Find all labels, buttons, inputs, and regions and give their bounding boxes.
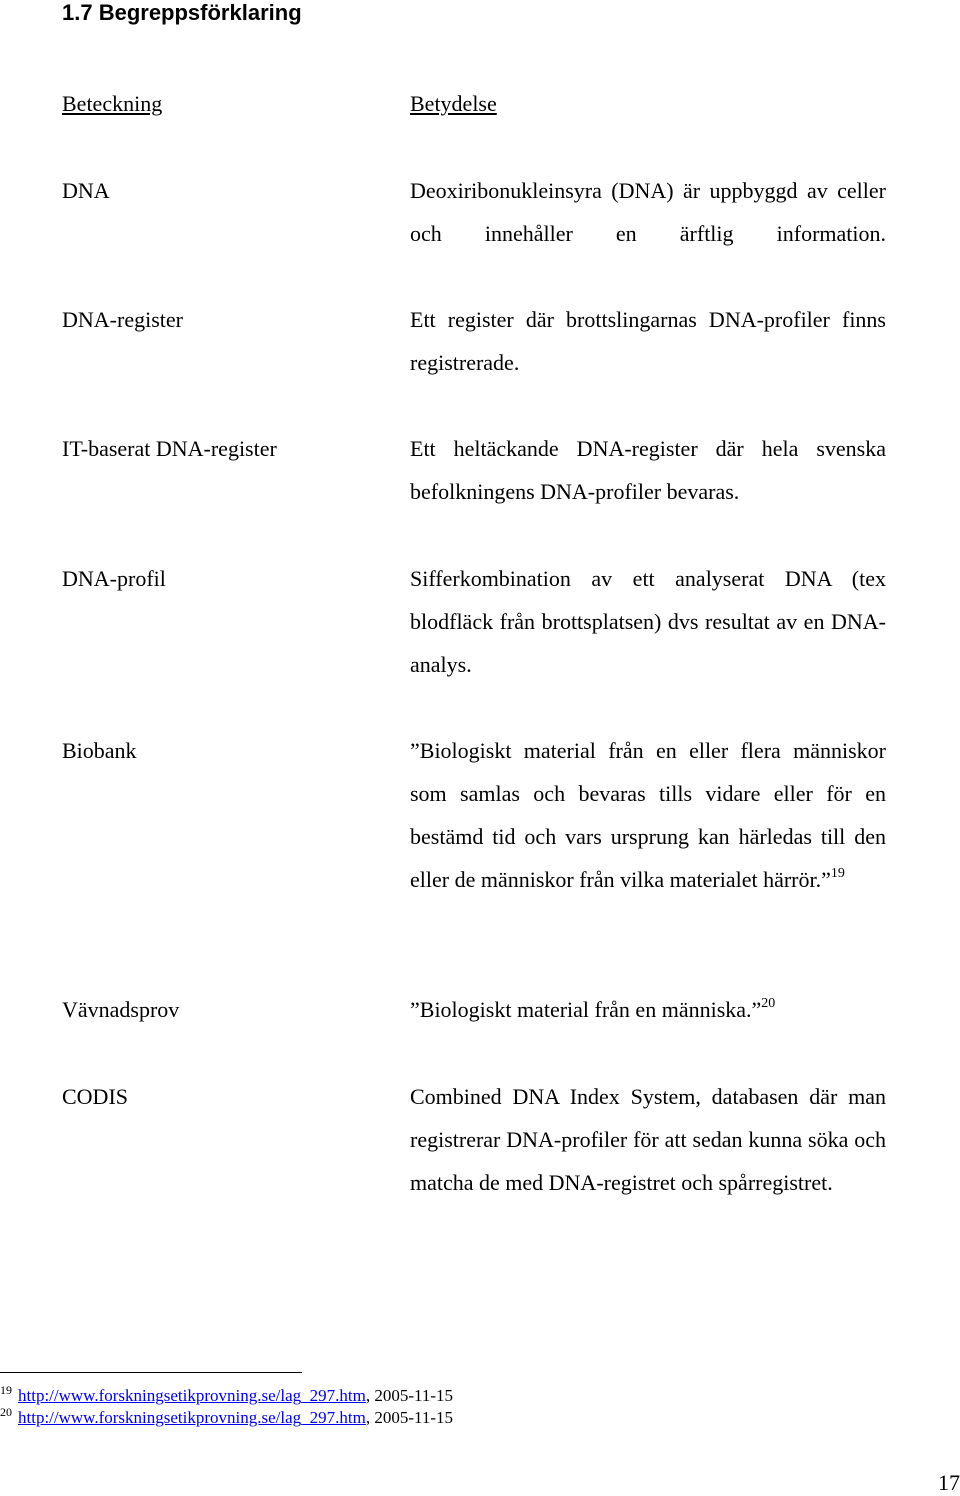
term-dna-profil: DNA-profil <box>62 566 166 591</box>
term-vavnadsprov: Vävnadsprov <box>62 997 180 1022</box>
definition-dna <box>410 169 886 255</box>
footnote-number: 20 <box>0 1405 12 1419</box>
term-dna-register: DNA-register <box>62 307 183 332</box>
definition-text: Ett heltäckande DNA-register där hela svenska befolkningens DNA-profiler bevaras. <box>410 436 886 504</box>
section-heading: 1.7 Begreppsförklaring <box>62 0 302 25</box>
definition-dna-profil <box>410 557 886 686</box>
footnote-link[interactable]: http://www.forskningsetikprovning.se/lag_297.htm <box>18 1408 366 1427</box>
footnote-rule <box>0 1372 302 1373</box>
footnote-number: 19 <box>0 1383 12 1397</box>
footnote-ref-20: 20 <box>761 996 776 1011</box>
definition-text: Deoxiribonukleinsyra (DNA) är uppbyggd av celler och innehåller en ärftlig information. <box>410 178 886 246</box>
column-header-meaning: Betydelse <box>410 91 497 116</box>
footnote-date: , 2005-11-15 <box>365 1386 454 1405</box>
column-header-term: Beteckning <box>62 91 163 116</box>
footnote-20 <box>0 1407 453 1429</box>
definition-text: Ett register där brottslingarnas DNA-profiler finns registrerade. <box>410 307 886 375</box>
definition-text: Combined DNA Index System, databasen där man registrerar DNA-profiler för att sedan kunna söka och matcha de med DNA-registret och spårregistret. <box>410 1084 886 1195</box>
footnote-date: , 2005-11-15 <box>365 1408 454 1427</box>
definition-biobank <box>410 729 886 901</box>
definition-dna-register <box>410 298 886 384</box>
definition-vavnadsprov <box>410 988 886 1031</box>
definition-it-baserat-dna-register <box>410 427 886 513</box>
definition-codis <box>410 1075 886 1204</box>
term-codis: CODIS <box>62 1084 129 1109</box>
term-dna: DNA <box>62 178 110 203</box>
definition-text: ”Biologiskt material från en eller flera människor som samlas och bevaras tills vidare eller för en bestämd tid och vars ursprung kan härledas till den eller de människor från vilka materialet härrör.” <box>410 738 886 892</box>
footnote-19 <box>0 1385 453 1407</box>
definition-text: ”Biologiskt material från en människa.” <box>410 997 762 1022</box>
page-number: 17 <box>938 1470 960 1495</box>
footnote-link[interactable]: http://www.forskningsetikprovning.se/lag_297.htm <box>18 1386 366 1405</box>
definition-text: Sifferkombination av ett analyserat DNA (tex blodfläck från brottsplatsen) dvs resultat av en DNA-analys. <box>410 566 886 677</box>
term-biobank: Biobank <box>62 738 137 763</box>
term-it-baserat-dna-register: IT-baserat DNA-register <box>62 436 277 461</box>
footnote-ref-19: 19 <box>830 866 845 881</box>
